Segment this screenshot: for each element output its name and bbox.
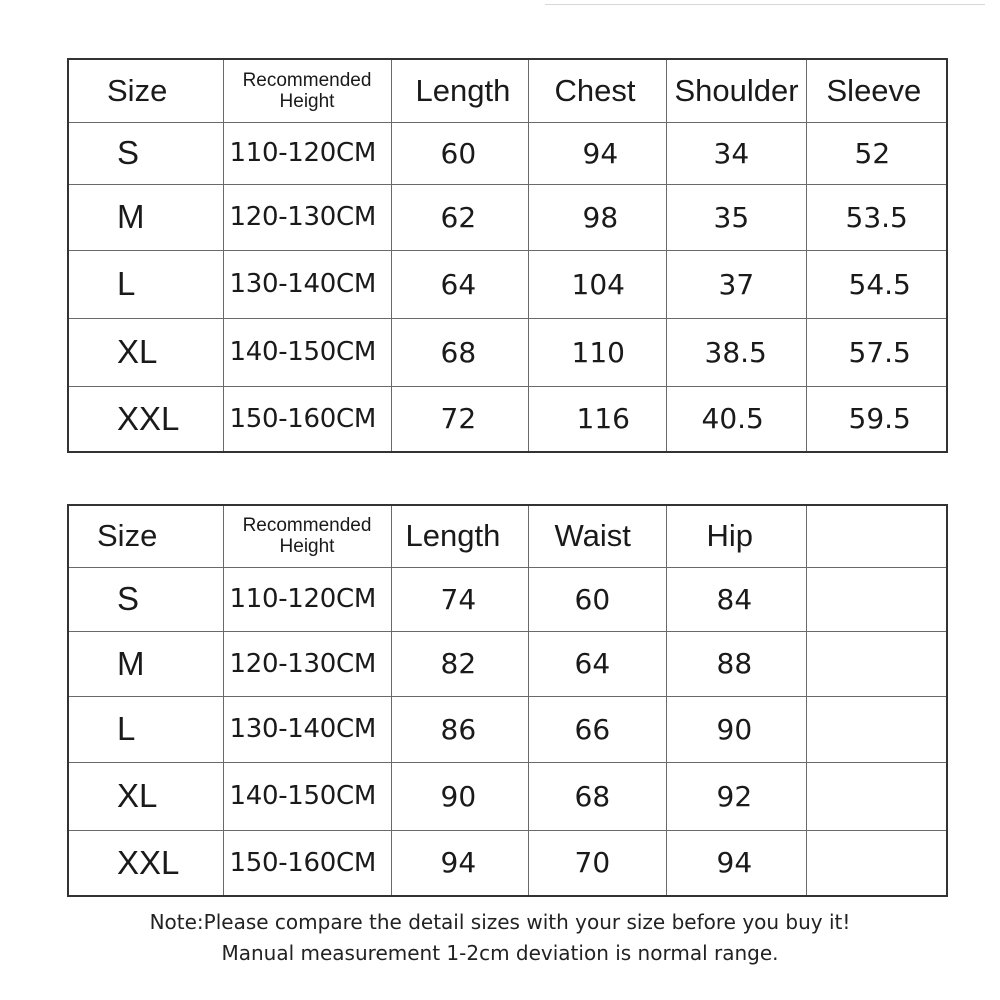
hip-value: 84 <box>666 567 806 631</box>
height-range: 130-140CM <box>223 250 391 318</box>
waist-value: 68 <box>528 762 666 830</box>
table-row <box>68 122 947 184</box>
waist-value: 70 <box>528 830 666 896</box>
table-row <box>68 631 947 696</box>
tops-header-shoulder: Shoulder <box>666 59 806 122</box>
hip-value: 88 <box>666 631 806 696</box>
tops-header-recommended: Recommended <box>242 69 372 91</box>
empty-cell <box>806 762 947 830</box>
table-row <box>68 184 947 250</box>
note-line-1: Note:Please compare the detail sizes with your size before you buy it! <box>149 910 851 934</box>
bottoms-header-waist: Waist <box>528 505 666 567</box>
shoulder-value: 34 <box>666 122 806 184</box>
sleeve-value: 57.5 <box>806 318 947 386</box>
table-row <box>68 567 947 631</box>
note-line-2: Manual measurement 1-2cm deviation is normal range. <box>221 941 779 965</box>
waist-value: 64 <box>528 631 666 696</box>
height-range: 110-120CM <box>223 567 391 631</box>
length-value: 62 <box>391 184 528 250</box>
table-row <box>68 386 947 452</box>
length-value: 72 <box>391 386 528 452</box>
height-range: 140-150CM <box>223 318 391 386</box>
waist-value: 60 <box>528 567 666 631</box>
bottoms-header-row <box>68 505 947 567</box>
length-value: 86 <box>391 696 528 762</box>
height-range: 120-130CM <box>223 631 391 696</box>
empty-cell <box>806 830 947 896</box>
size-label: S <box>68 122 223 184</box>
tops-header-chest: Chest <box>528 59 666 122</box>
length-value: 90 <box>391 762 528 830</box>
bottoms-header-height: Height <box>279 536 335 558</box>
bottoms-header-extra <box>806 505 947 567</box>
size-label: L <box>68 250 223 318</box>
height-range: 110-120CM <box>223 122 391 184</box>
chest-value: 116 <box>528 386 666 452</box>
chest-value: 98 <box>528 184 666 250</box>
sleeve-value: 53.5 <box>806 184 947 250</box>
chest-value: 104 <box>528 250 666 318</box>
length-value: 74 <box>391 567 528 631</box>
table-row <box>68 318 947 386</box>
waist-value: 66 <box>528 696 666 762</box>
tops-header-recommended-height <box>223 59 391 122</box>
length-value: 94 <box>391 830 528 896</box>
size-label: XL <box>68 318 223 386</box>
tops-header-length: Length <box>391 59 528 122</box>
top-edge-decoration <box>545 0 985 5</box>
length-value: 82 <box>391 631 528 696</box>
shoulder-value: 38.5 <box>666 318 806 386</box>
height-range: 130-140CM <box>223 696 391 762</box>
size-label: XXL <box>68 830 223 896</box>
height-range: 150-160CM <box>223 386 391 452</box>
sleeve-value: 59.5 <box>806 386 947 452</box>
bottoms-header-recommended: Recommended <box>242 515 372 537</box>
length-value: 60 <box>391 122 528 184</box>
empty-cell <box>806 567 947 631</box>
table-row <box>68 762 947 830</box>
height-range: 120-130CM <box>223 184 391 250</box>
size-label: M <box>68 184 223 250</box>
tops-header-sleeve: Sleeve <box>806 59 947 122</box>
sleeve-value: 54.5 <box>806 250 947 318</box>
tops-header-height: Height <box>279 90 335 112</box>
tops-size-table <box>67 58 948 453</box>
hip-value: 92 <box>666 762 806 830</box>
length-value: 64 <box>391 250 528 318</box>
empty-cell <box>806 696 947 762</box>
sleeve-value: 52 <box>806 122 947 184</box>
table-row <box>68 830 947 896</box>
length-value: 68 <box>391 318 528 386</box>
empty-cell <box>806 631 947 696</box>
bottoms-size-table <box>67 504 948 897</box>
table-row <box>68 696 947 762</box>
tops-header-size: Size <box>68 59 223 122</box>
height-range: 140-150CM <box>223 762 391 830</box>
size-label: L <box>68 696 223 762</box>
chest-value: 94 <box>528 122 666 184</box>
table-row <box>68 250 947 318</box>
chest-value: 110 <box>528 318 666 386</box>
shoulder-value: 35 <box>666 184 806 250</box>
hip-value: 90 <box>666 696 806 762</box>
tops-header-row <box>68 59 947 122</box>
bottoms-header-hip: Hip <box>666 505 806 567</box>
bottoms-header-recommended-height <box>223 505 391 567</box>
shoulder-value: 37 <box>666 250 806 318</box>
shoulder-value: 40.5 <box>666 386 806 452</box>
size-label: M <box>68 631 223 696</box>
bottoms-header-length: Length <box>391 505 528 567</box>
size-label: S <box>68 567 223 631</box>
bottoms-header-size: Size <box>68 505 223 567</box>
height-range: 150-160CM <box>223 830 391 896</box>
size-label: XXL <box>68 386 223 452</box>
hip-value: 94 <box>666 830 806 896</box>
size-label: XL <box>68 762 223 830</box>
